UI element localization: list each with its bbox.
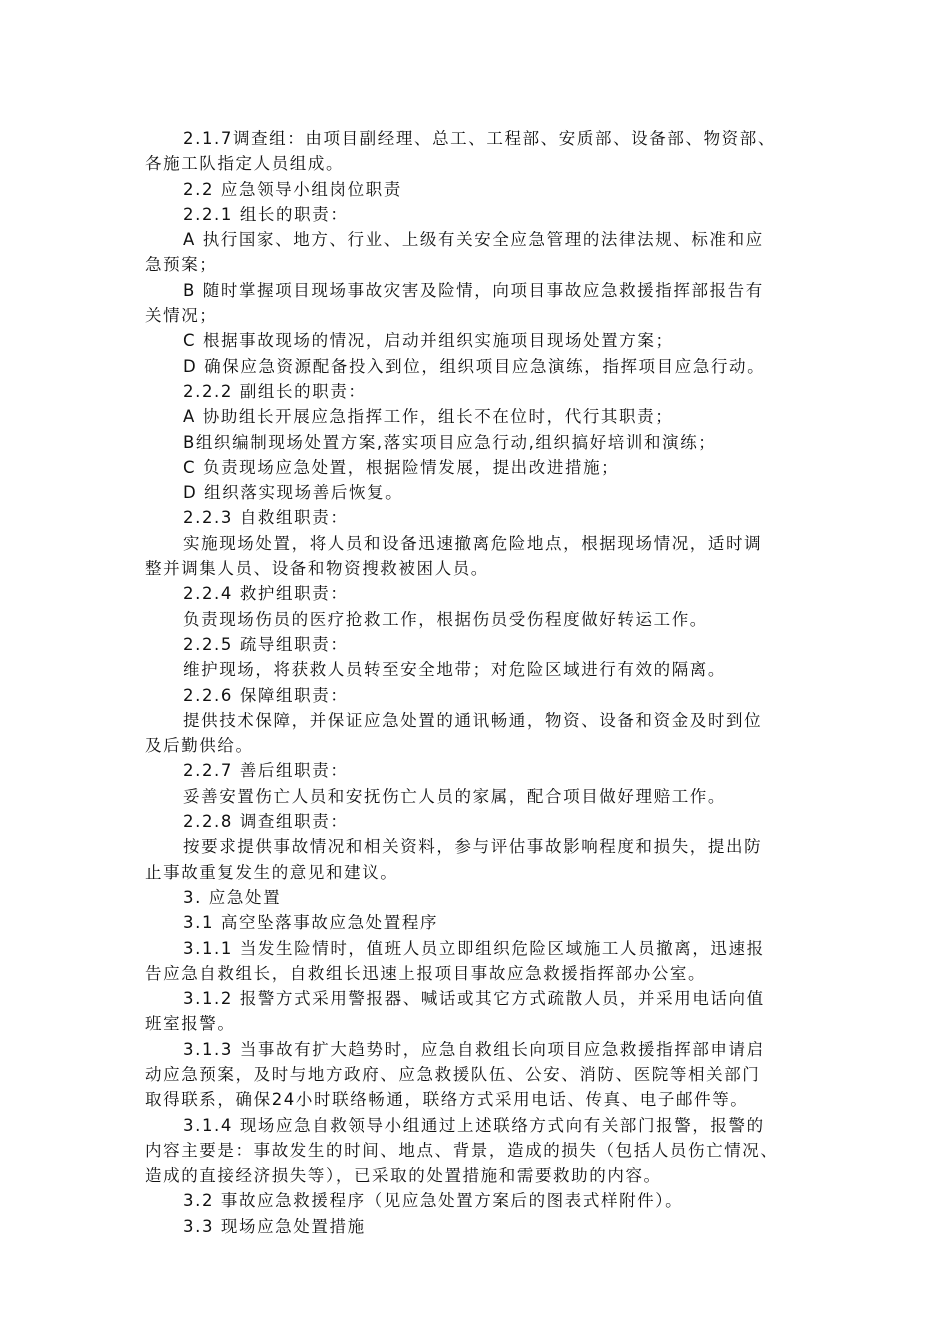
paragraph-line: 提供技术保障，并保证应急处置的通讯畅通，物资、设备和资金及时到位 [183,710,763,730]
paragraph-line: 2.2.6 保障组职责： [183,685,349,705]
paragraph-line: C 负责现场应急处置，根据险情发展，提出改进措施； [183,457,620,477]
paragraph-line: D 组织落实现场善后恢复。 [183,483,404,503]
paragraph-line: 3.1.1 当发生险情时，值班人员立即组织危险区域施工人员撤离，迅速报 [183,938,765,958]
paragraph-line: 妥善安置伤亡人员和安抚伤亡人员的家属，配合项目做好理赔工作。 [183,786,726,806]
paragraph-line: 3.3 现场应急处置措施 [183,1216,366,1236]
paragraph-line: 2.2.3 自救组职责： [183,508,349,528]
paragraph-line: 取得联系，确保24小时联络畅通，联络方式采用电话、传真、电子邮件等。 [145,1090,749,1110]
paragraph-line: 按要求提供事故情况和相关资料，参与评估事故影响程度和损失，提出防 [183,837,763,857]
paragraph-line: 3.1.3 当事故有扩大趋势时，应急自救组长向项目应急救援指挥部申请启 [183,1039,765,1059]
paragraph-line: 各施工队指定人员组成。 [145,154,345,174]
paragraph-line: 3.1.2 报警方式采用警报器、喊话或其它方式疏散人员，并采用电话向值 [183,989,765,1009]
paragraph-line: 2.2.7 善后组职责： [183,761,349,781]
paragraph-line: D 确保应急资源配备投入到位，组织项目应急演练，指挥项目应急行动。 [183,356,766,376]
paragraph-line: C 根据事故现场的情况，启动并组织实施项目现场处置方案； [183,331,674,351]
paragraph-line: 负责现场伤员的医疗抢救工作，根据伤员受伤程度做好转运工作。 [183,609,708,629]
paragraph-line: A 协助组长开展应急指挥工作，组长不在位时，代行其职责； [183,407,674,427]
paragraph-line: 2.2.5 疏导组职责： [183,634,349,654]
paragraph-line: A 执行国家、地方、行业、上级有关安全应急管理的法律法规、标准和应 [183,230,764,250]
paragraph-line: 2.2.2 副组长的职责： [183,381,367,401]
paragraph-line: 3.1.4 现场应急自救领导小组通过上述联络方式向有关部门报警，报警的 [183,1115,765,1135]
paragraph-line: 急预案； [145,255,218,275]
paragraph-line: 2.2.8 调查组职责： [183,812,349,832]
paragraph-line: 整并调集人员、设备和物资搜救被困人员。 [145,559,489,579]
paragraph-line: 3. 应急处置 [183,887,282,907]
paragraph-line: 3.2 事故应急救援程序（见应急处置方案后的图表式样附件）。 [183,1191,684,1211]
paragraph-line: B组织编制现场处置方案,落实项目应急行动,组织搞好培训和演练； [183,432,717,452]
paragraph-line: 内容主要是：事故发生的时间、地点、背景，造成的损失（包括人员伤亡情况、 [145,1140,779,1160]
paragraph-line: 2.2.1 组长的职责： [183,204,349,224]
paragraph-line: 关情况； [145,306,218,326]
paragraph-line: 及后勤供给。 [145,736,254,756]
paragraph-line: 3.1 高空坠落事故应急处置程序 [183,913,439,933]
paragraph-line: 2.2.4 救护组职责： [183,584,349,604]
paragraph-line: 告应急自救组长，自救组长迅速上报项目事故应急救援指挥部办公室。 [145,963,707,983]
document-body [145,126,825,1239]
paragraph-line: 维护现场，将获救人员转至安全地带；对危险区域进行有效的隔离。 [183,660,726,680]
paragraph-line: 实施现场处置，将人员和设备迅速撤离危险地点，根据现场情况，适时调 [183,533,763,553]
paragraph-line: 造成的直接经济损失等），已采取的处置措施和需要救助的内容。 [145,1166,662,1186]
paragraph-line: 2.2 应急领导小组岗位职责 [183,179,402,199]
paragraph-line: B 随时掌握项目现场事故灾害及险情，向项目事故应急救援指挥部报告有 [183,280,764,300]
paragraph-line: 2.1.7调查组：由项目副经理、总工、工程部、安质部、设备部、物资部、 [183,129,776,148]
paragraph-line: 止事故重复发生的意见和建议。 [145,862,399,882]
paragraph-line: 班室报警。 [145,1014,236,1034]
paragraph-line: 动应急预案，及时与地方政府、应急救援队伍、公安、消防、医院等相关部门 [145,1064,761,1084]
